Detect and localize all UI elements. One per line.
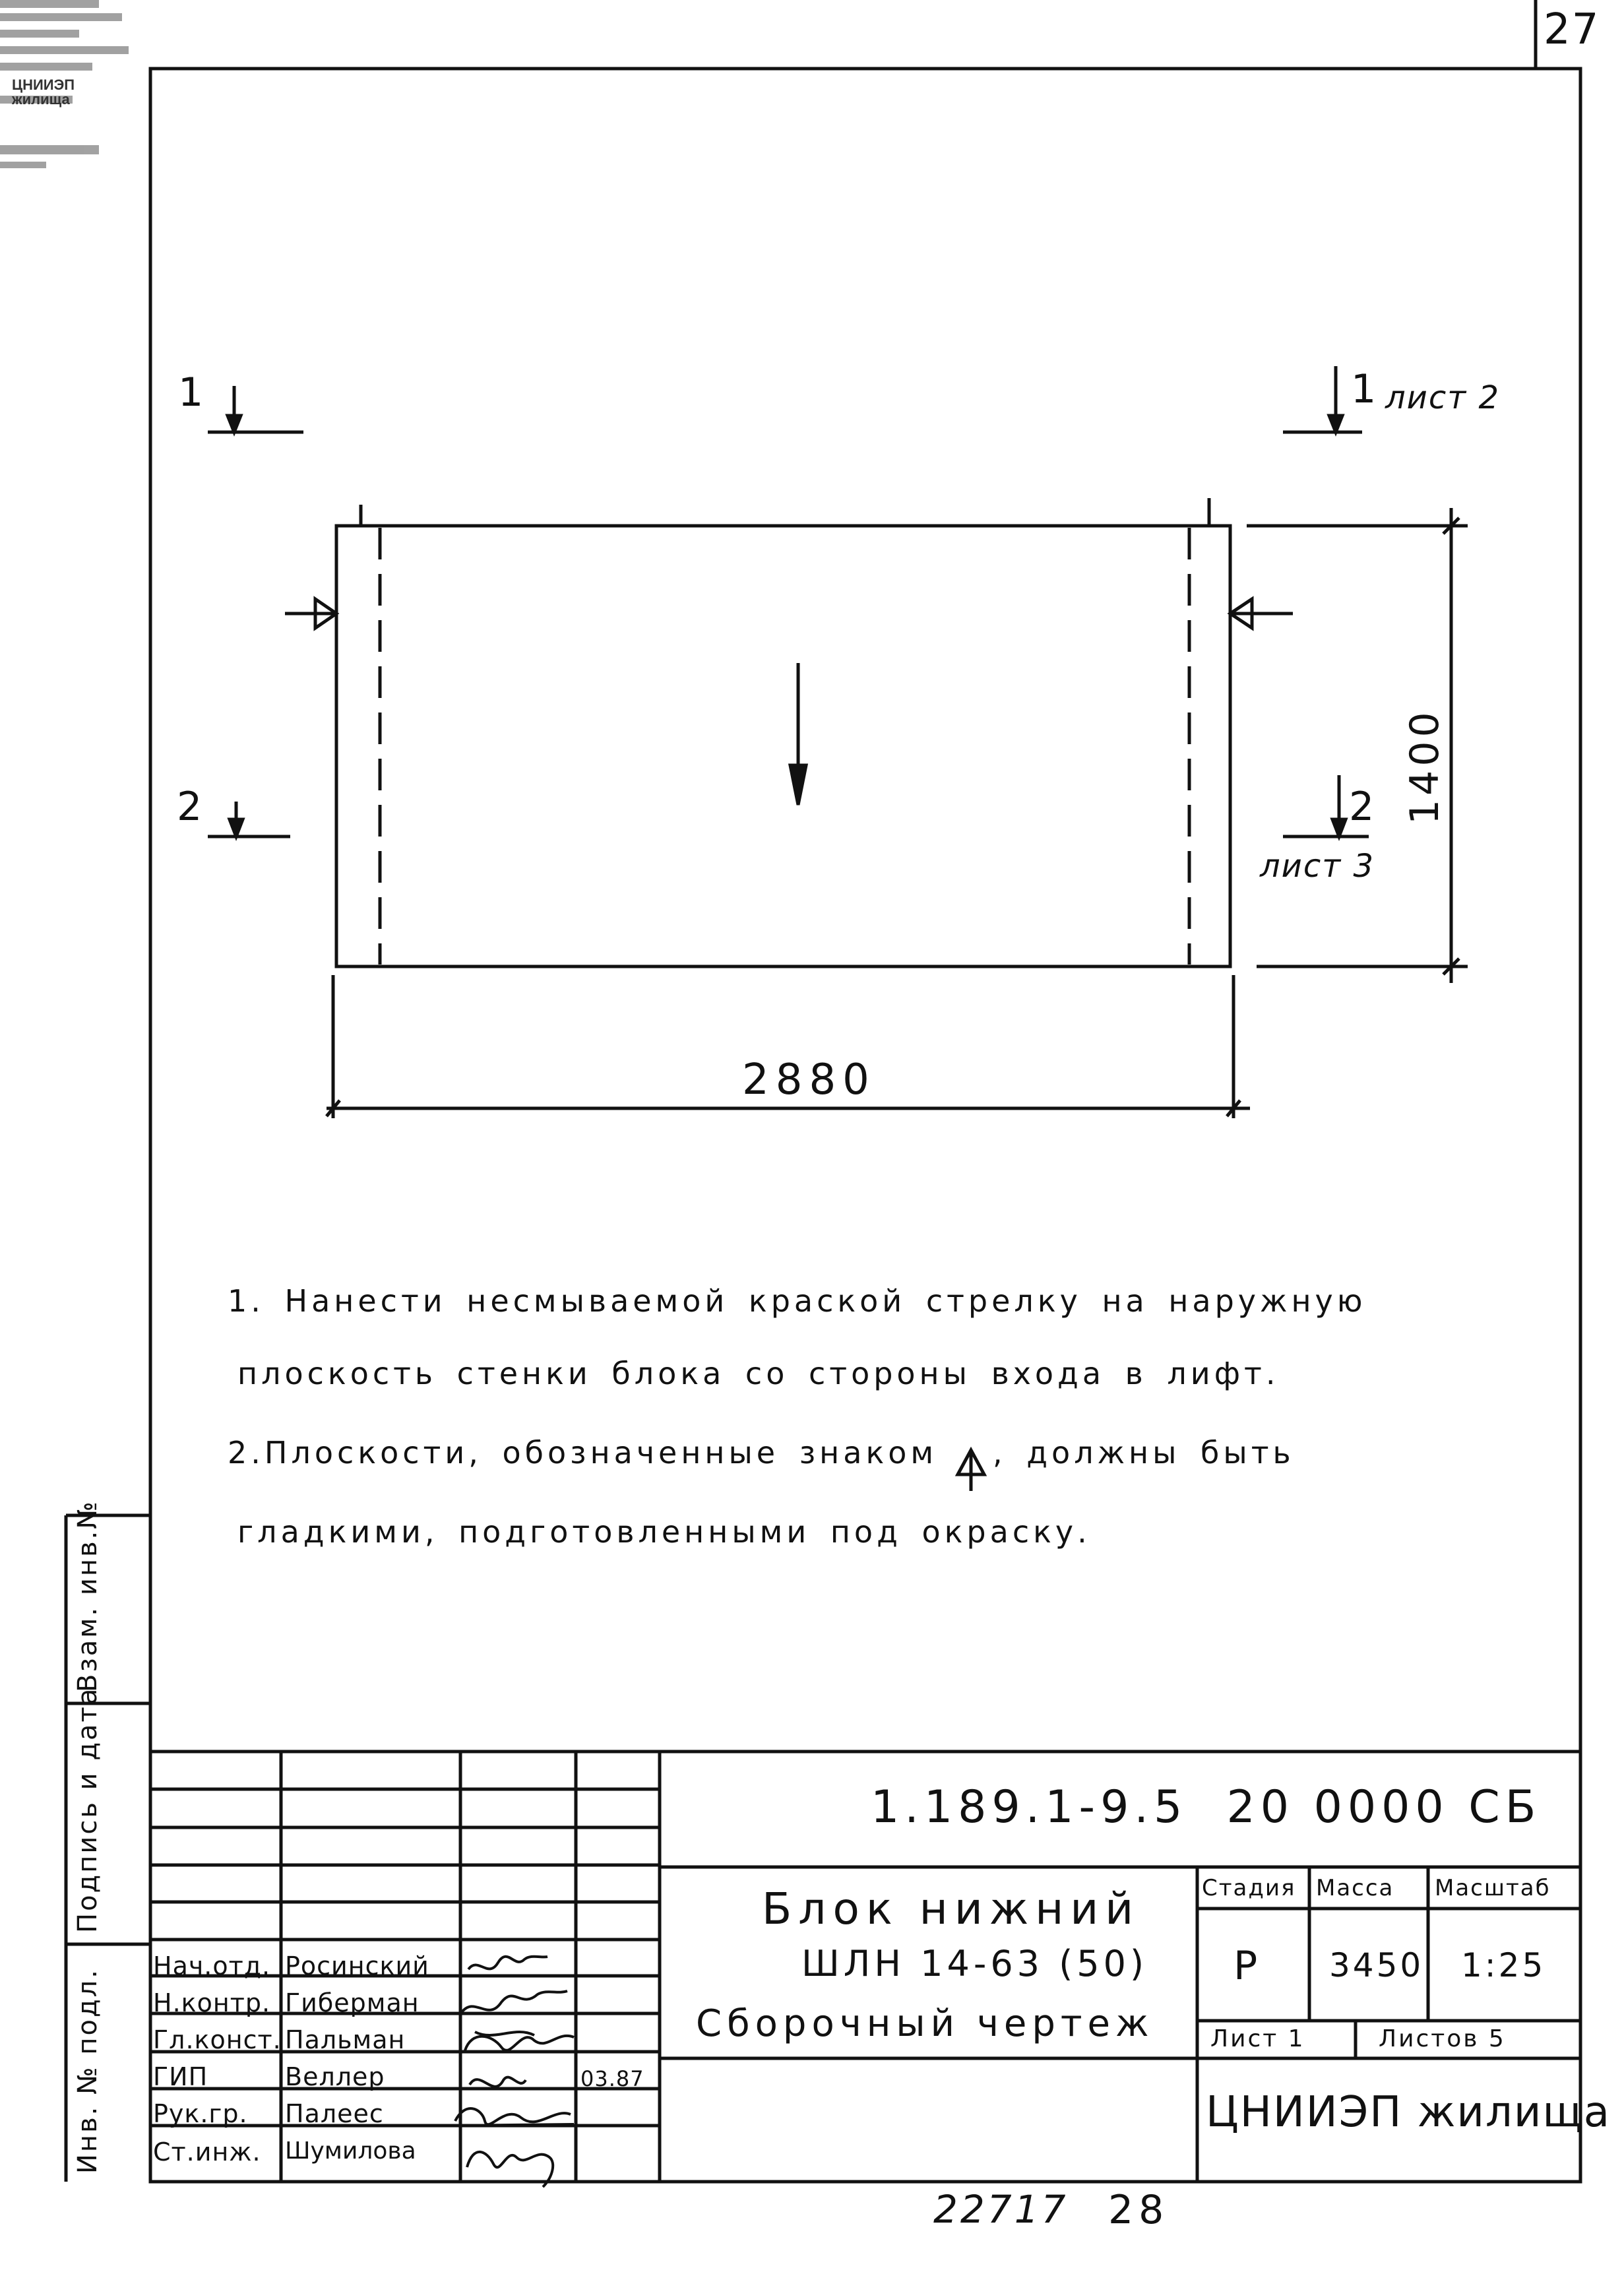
role-label: Нач.отд.	[153, 1951, 271, 1980]
organization: ЦНИИЭП жилища	[1206, 2088, 1611, 2137]
section-1-right-label: 1	[1351, 366, 1381, 412]
role-label: Ст.инж.	[153, 2137, 261, 2167]
product-name: Блок нижний	[762, 1883, 1140, 1934]
role-label: Рук.гр.	[153, 2099, 248, 2128]
role-label: Н.контр.	[153, 1988, 271, 2017]
mass-value: 3450	[1329, 1946, 1424, 1984]
doc-code: 1.189.1-9.5 20 0000 СБ	[871, 1781, 1542, 1833]
role-name: Пальман	[285, 2025, 406, 2054]
note-line-4: гладкими, подготовленными под окраску.	[237, 1514, 1091, 1550]
archive-stamp-text	[12, 78, 75, 107]
stamp-line: ЦНИИЭП	[12, 77, 75, 93]
role-label: ГИП	[153, 2062, 208, 2091]
scale-label: Масштаб	[1435, 1875, 1551, 1901]
role-name: Палеес	[285, 2099, 384, 2128]
mass-label: Масса	[1316, 1875, 1394, 1901]
note-line-3b: , должны быть	[993, 1435, 1295, 1471]
note-line-1: 1. Нанести несмываемой краской стрелку на наружную	[228, 1283, 1367, 1319]
scale-value: 1:25	[1461, 1946, 1546, 1984]
width-dimension: 2880	[742, 1056, 876, 1104]
stage-value: Р	[1234, 1943, 1262, 1989]
section-1-left-label: 1	[178, 369, 208, 416]
section-2-sheet-ref: лист 3	[1260, 848, 1375, 885]
drawing-type: Сборочный чертеж	[696, 2002, 1154, 2045]
margin-inv-podl: Инв. № подл.	[73, 1968, 103, 2174]
section-2-right-label: 2	[1349, 784, 1379, 830]
role-name: Гиберман	[285, 1988, 420, 2017]
section-1-sheet-ref: лист 2	[1385, 379, 1501, 416]
date-value: 03.87	[580, 2066, 644, 2091]
margin-vzam-inv: Взам. инв.№	[73, 1500, 103, 1692]
margin-podpis-data: Подпись и дата	[73, 1686, 103, 1933]
role-label: Гл.конст.	[153, 2025, 282, 2054]
stage-label: Стадия	[1202, 1875, 1296, 1901]
page-number: 28	[1108, 2187, 1170, 2233]
stamp-line: жилища	[12, 91, 70, 108]
corner-sheet-number: 27	[1544, 5, 1600, 54]
note-line-2: плоскость стенки блока со стороны входа в лифт.	[237, 1356, 1280, 1391]
block-outline	[336, 526, 1230, 966]
sheets-label: Листов 5	[1379, 2025, 1506, 2052]
product-mark: ШЛН 14-63 (50)	[801, 1943, 1148, 1984]
archive-number: 22717	[933, 2187, 1069, 2232]
note-line-3a: 2.Плоскости, обозначенные знаком	[228, 1435, 938, 1471]
signatures	[449, 1957, 574, 2187]
sheet-label: Лист 1	[1210, 2025, 1305, 2052]
role-name: Веллер	[285, 2062, 385, 2091]
role-name: Росинский	[285, 1951, 429, 1980]
section-2-left-label: 2	[177, 784, 206, 830]
role-name: Шумилова	[285, 2137, 416, 2165]
height-dimension: 1400	[1402, 708, 1448, 825]
